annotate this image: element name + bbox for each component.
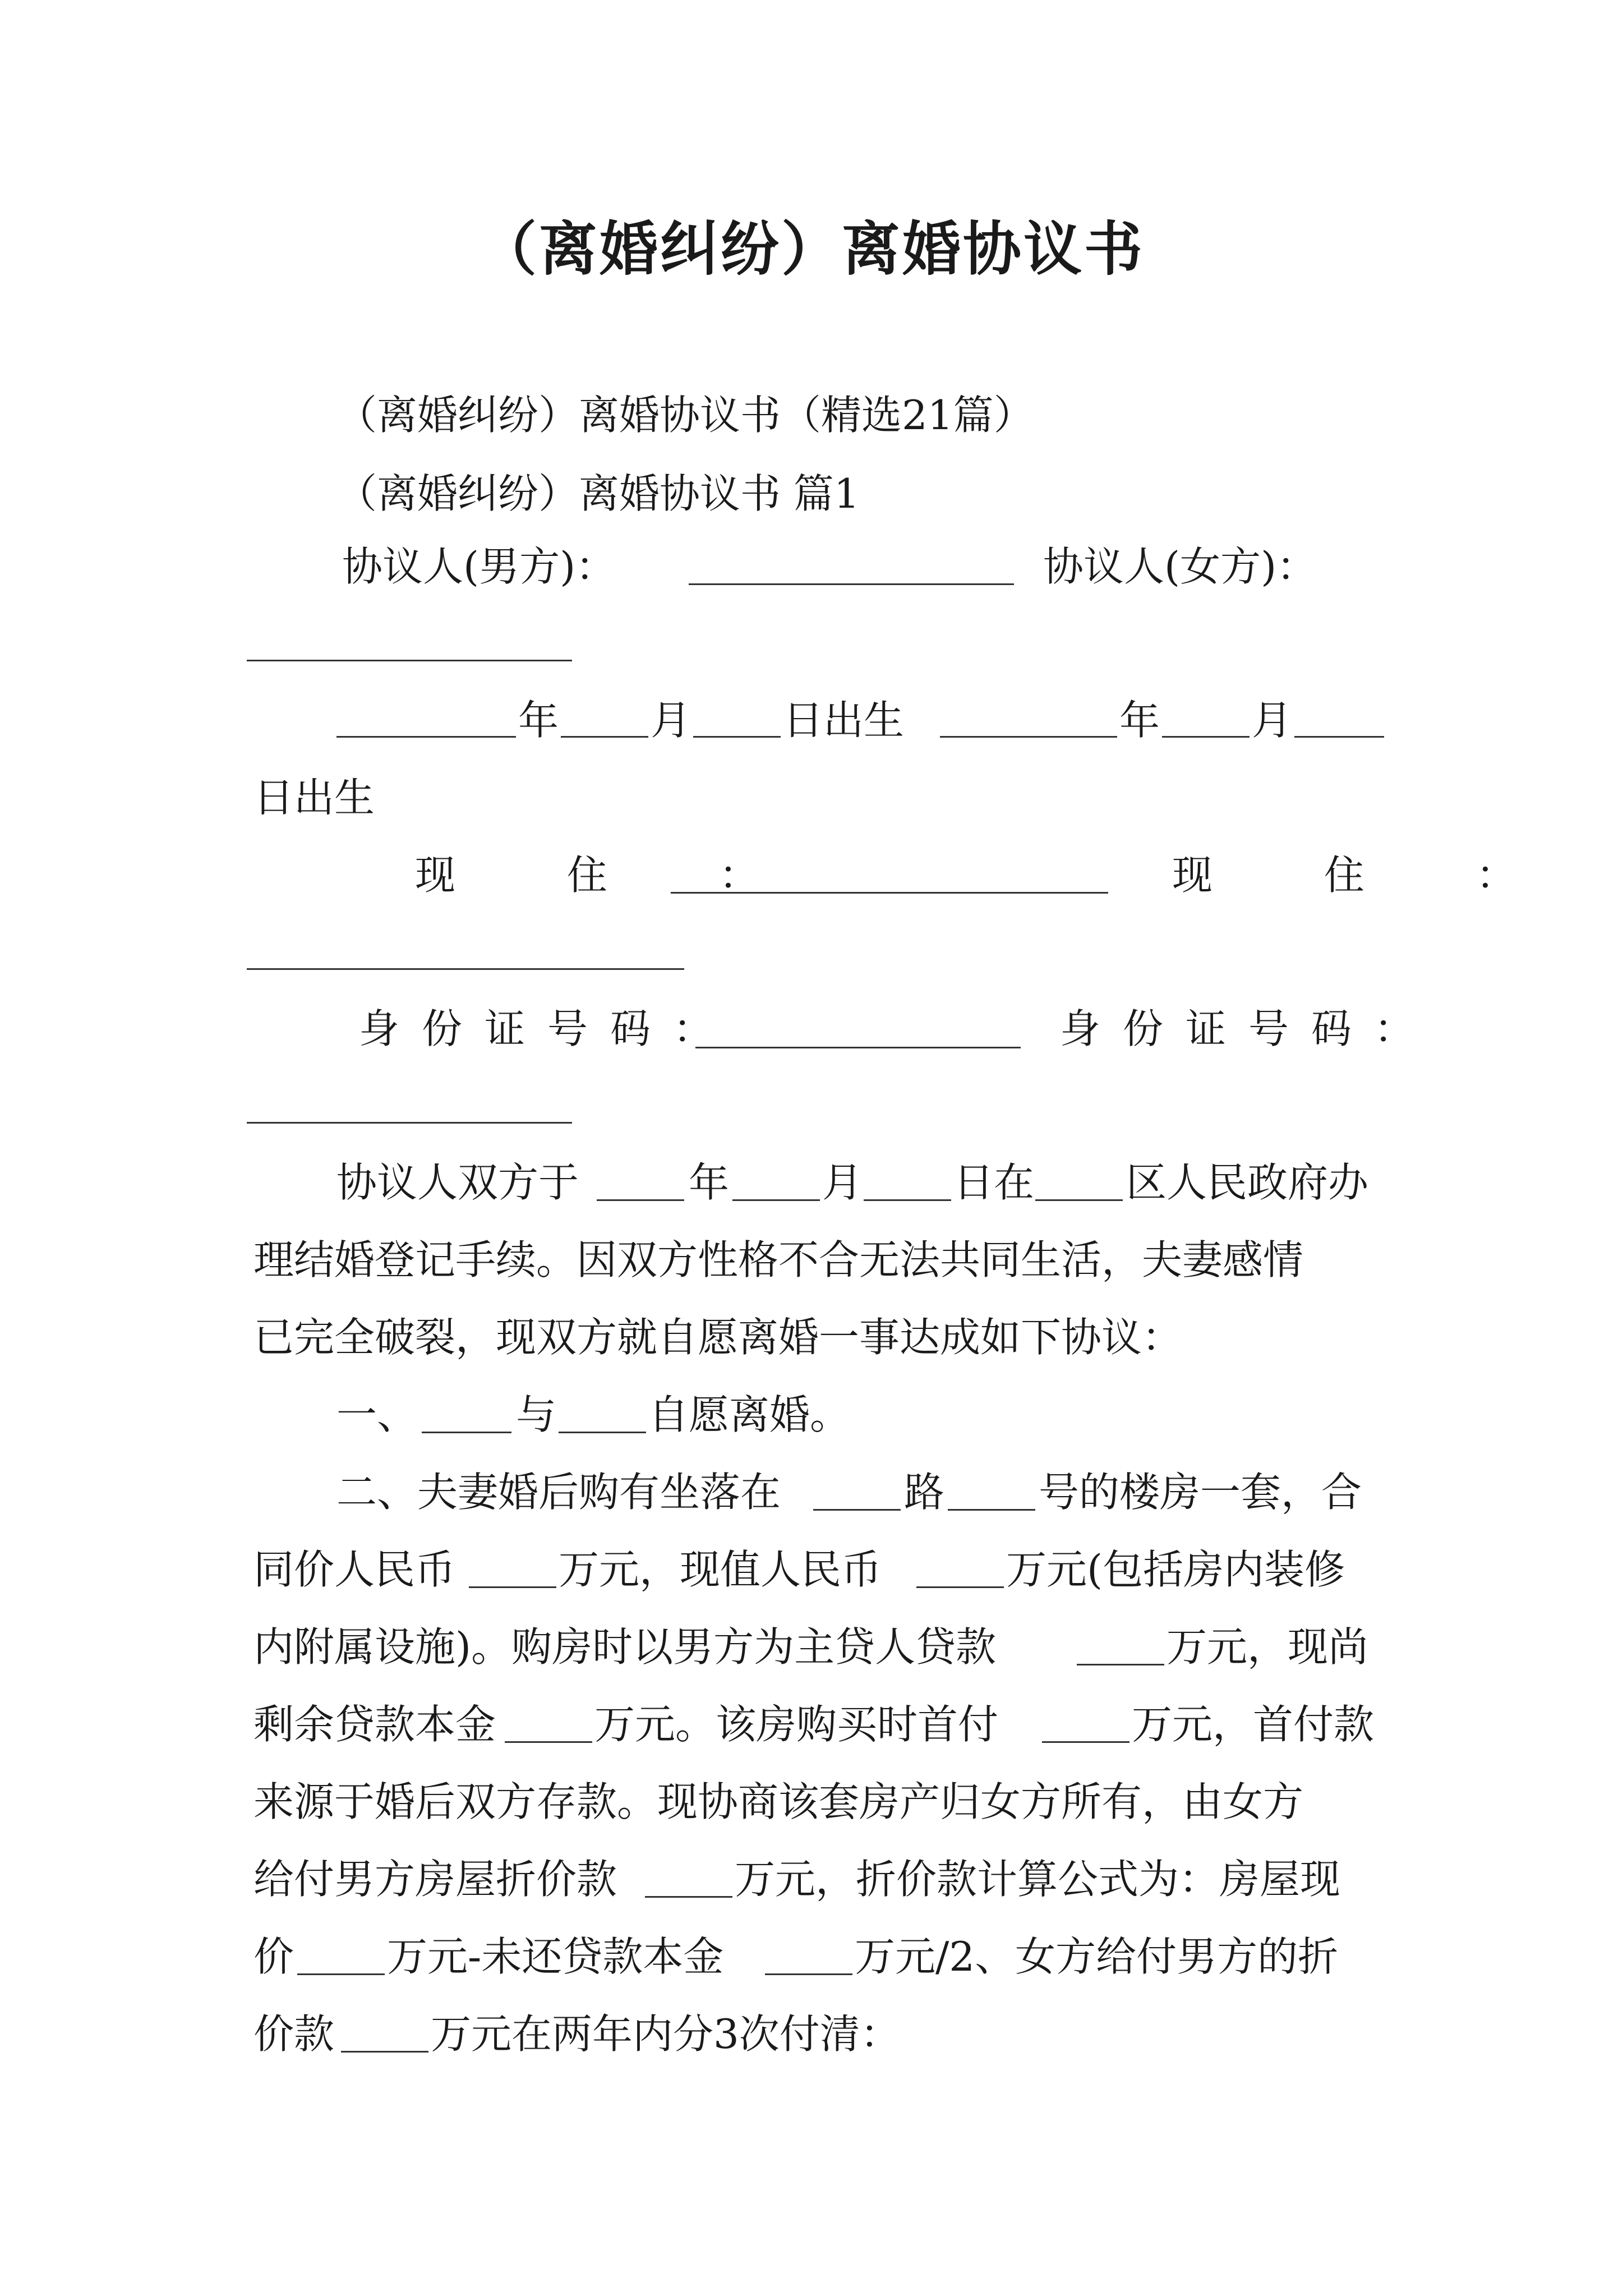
male-id-label: 身份证号码：: [359, 1005, 736, 1052]
item2-line1-a: 二、夫妻婚后购有坐落在: [336, 1469, 781, 1516]
item2-line8-a: 价款: [253, 2010, 335, 2058]
female-birth-year-blank: [940, 736, 1117, 738]
female-birth-year-label: 年: [1119, 697, 1160, 744]
item2-road-blank: [813, 1509, 901, 1511]
item2-line1-c: 号的楼房一套，合: [1039, 1469, 1362, 1516]
marriage-month-blank: [732, 1199, 820, 1201]
male-birth-year-blank: [336, 736, 516, 738]
item2-remaining-principal-blank: [505, 1741, 592, 1743]
item2-compensation-blank: [645, 1896, 732, 1898]
party-male-label: 协议人(男方)：: [342, 543, 616, 590]
section-heading: （离婚纠纷）离婚协议书 篇1: [336, 470, 860, 517]
item2-line3-b: 万元，现尚: [1166, 1623, 1369, 1671]
item2-down-payment-blank: [1042, 1741, 1129, 1743]
female-id-blank: [247, 1122, 572, 1124]
female-birth-month-label: 月: [1252, 697, 1293, 744]
marriage-year-blank: [597, 1199, 684, 1201]
party-female-blank: [247, 660, 572, 661]
marriage-year-label: 年: [689, 1159, 730, 1206]
marriage-day-label: 日在: [953, 1159, 1035, 1206]
male-birth-year-label: 年: [518, 697, 559, 744]
female-address-blank: [247, 968, 684, 970]
male-birth-month-label: 月: [651, 697, 691, 744]
marriage-month-label: 月: [822, 1159, 863, 1206]
item2-number-blank: [948, 1509, 1035, 1511]
item2-line7-c: 万元/2、女方给付男方的折: [855, 1933, 1339, 1980]
page-title: （离婚纠纷）离婚协议书: [478, 214, 1145, 283]
item2-current-value-blank: [916, 1586, 1004, 1588]
item2-line1-b: 路: [904, 1469, 945, 1516]
item2-line2-a: 同价人民币: [253, 1546, 456, 1593]
item2-line4-c: 万元，首付款: [1132, 1701, 1375, 1748]
item2-line4-a: 剩余贷款本金: [253, 1701, 496, 1748]
item2-line3-a: 内附属设施)。购房时以男方为主贷人贷款: [253, 1623, 997, 1671]
male-address-label: 现 住 ：: [415, 852, 809, 899]
female-address-label: 现 住 ：: [1172, 852, 1566, 899]
item2-line7-a: 价: [253, 1933, 294, 1980]
item2-line2-c: 万元(包括房内装修: [1006, 1546, 1345, 1593]
female-birth-day-blank: [1294, 736, 1384, 738]
item2-loan-blank: [1077, 1664, 1164, 1665]
item2-line5: 来源于婚后双方存款。现协商该套房产归女方所有，由女方: [253, 1778, 1304, 1825]
male-address-blank: [671, 892, 1108, 894]
item1-prefix: 一、: [336, 1391, 418, 1438]
party-male-blank: [689, 583, 1014, 585]
party-female-label: 协议人(女方)：: [1043, 543, 1317, 590]
district-blank: [1035, 1199, 1123, 1201]
male-birth-month-blank: [561, 736, 648, 738]
item2-house-value-blank: [297, 1973, 385, 1975]
male-birth-day-blank: [693, 736, 781, 738]
female-birth-month-blank: [1162, 736, 1249, 738]
item1-party1-blank: [422, 1432, 511, 1433]
item2-line8-b: 万元在两年内分3次付清：: [431, 2010, 901, 2058]
item2-line6-a: 给付男方房屋折价款: [253, 1856, 617, 1903]
marriage-reg-line2: 理结婚登记手续。因双方性格不合无法共同生活，夫妻感情: [253, 1236, 1304, 1283]
item2-line2-b: 万元，现值人民币: [559, 1546, 882, 1593]
item2-contract-price-blank: [469, 1586, 556, 1588]
item1-party2-blank: [559, 1432, 646, 1433]
subtitle: （离婚纠纷）离婚协议书（精选21篇）: [336, 392, 1034, 439]
item2-line6-b: 万元，折价款计算公式为：房屋现: [735, 1856, 1341, 1903]
female-id-label: 身份证号码：: [1060, 1005, 1437, 1052]
item1-and: 与: [516, 1391, 557, 1438]
item2-installment-blank: [341, 2051, 428, 2053]
item1-suffix: 自愿离婚。: [648, 1391, 851, 1438]
female-birth-day-label: 日出生: [253, 774, 375, 821]
marriage-reg-line1-b: 区人民政府办: [1126, 1159, 1369, 1206]
marriage-reg-line3: 已完全破裂，现双方就自愿离婚一事达成如下协议：: [253, 1314, 1183, 1361]
male-birth-day-label: 日出生: [783, 697, 905, 744]
marriage-reg-line1-a: 协议人双方于: [336, 1159, 579, 1206]
item2-line4-b: 万元。该房购买时首付: [594, 1701, 999, 1748]
marriage-day-blank: [864, 1199, 951, 1201]
item2-unpaid-principal-blank: [765, 1973, 852, 1975]
male-id-blank: [695, 1047, 1021, 1048]
item2-line7-b: 万元-未还贷款本金: [387, 1933, 724, 1980]
